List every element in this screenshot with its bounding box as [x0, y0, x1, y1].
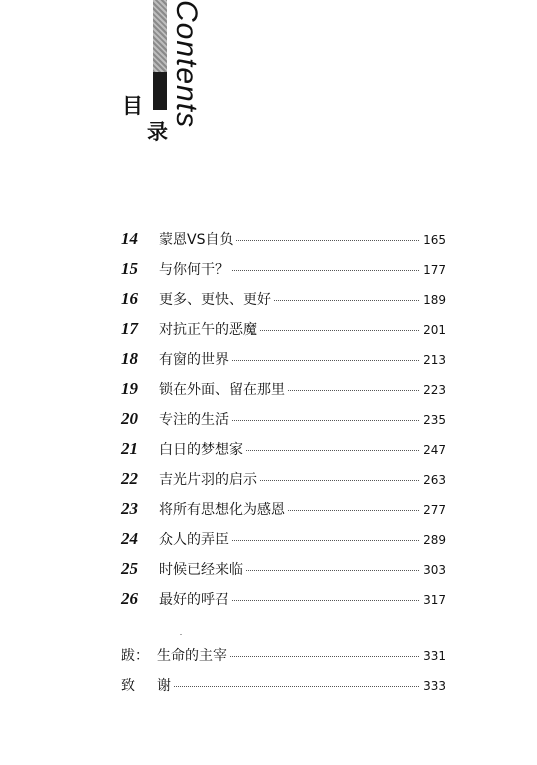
print-speck [180, 634, 182, 635]
contents-chinese-title-char2: 录 [147, 120, 168, 144]
page-number: 333 [423, 679, 446, 693]
chapter-title: 有窗的世界 [159, 352, 229, 368]
page-number: 213 [423, 353, 446, 367]
toc-entry[interactable] [121, 289, 446, 319]
toc-entry[interactable] [121, 439, 446, 469]
chapter-title: 白日的梦想家 [159, 442, 243, 458]
chapter-title: 锁在外面、留在那里 [159, 382, 285, 398]
toc-entry[interactable] [121, 559, 446, 589]
chapter-number: 22 [121, 469, 138, 488]
back-matter-label: 致 [121, 678, 135, 694]
chapter-number: 16 [121, 289, 138, 308]
dot-leader [232, 600, 419, 601]
back-matter-list [121, 645, 446, 705]
contents-chinese-title-char1: 目 [122, 94, 143, 118]
dot-leader [174, 686, 419, 687]
toc-entry[interactable] [121, 229, 446, 259]
page-number: 177 [423, 263, 446, 277]
chapter-number: 19 [121, 379, 138, 398]
page-number: 263 [423, 473, 446, 487]
page-number: 303 [423, 563, 446, 577]
chapter-number: 17 [121, 319, 138, 338]
decorative-black-bar [153, 72, 167, 110]
dot-leader [246, 570, 419, 571]
chapter-title: 对抗正午的恶魔 [159, 322, 257, 338]
page-number: 317 [423, 593, 446, 607]
toc-list [121, 229, 446, 619]
dot-leader [246, 450, 419, 451]
toc-entry[interactable] [121, 409, 446, 439]
toc-entry[interactable] [121, 469, 446, 499]
chapter-number: 14 [121, 229, 138, 248]
chapter-title: 蒙恩VS自负 [159, 232, 234, 248]
chapter-title: 众人的弄臣 [159, 532, 229, 548]
toc-entry[interactable] [121, 379, 446, 409]
page-number: 247 [423, 443, 446, 457]
toc-entry[interactable] [121, 349, 446, 379]
chapter-number: 23 [121, 499, 138, 518]
page-number: 331 [423, 649, 446, 663]
chapter-title: 与你何干？ [159, 262, 229, 278]
dot-leader [274, 300, 419, 301]
page-number: 165 [423, 233, 446, 247]
page-number: 223 [423, 383, 446, 397]
chapter-number: 25 [121, 559, 138, 578]
dot-leader [288, 510, 419, 511]
dot-leader [232, 420, 419, 421]
page-number: 189 [423, 293, 446, 307]
contents-english-title: Contents [170, 0, 203, 129]
dot-leader [288, 390, 419, 391]
chapter-title: 吉光片羽的启示 [159, 472, 257, 488]
dot-leader [260, 330, 419, 331]
chapter-title: 最好的呼召 [159, 592, 229, 608]
page-number: 235 [423, 413, 446, 427]
dot-leader [236, 240, 419, 241]
back-matter-entry[interactable] [121, 675, 446, 705]
chapter-number: 15 [121, 259, 138, 278]
dot-leader [232, 270, 419, 271]
toc-entry[interactable] [121, 589, 446, 619]
dot-leader [232, 360, 419, 361]
chapter-number: 21 [121, 439, 138, 458]
back-matter-entry[interactable] [121, 645, 446, 675]
back-matter-label: 跋： [121, 648, 149, 664]
back-matter-title: 谢 [157, 678, 171, 694]
chapter-title: 时候已经来临 [159, 562, 243, 578]
toc-entry[interactable] [121, 259, 446, 289]
chapter-title: 专注的生活 [159, 412, 229, 428]
chapter-title: 更多、更快、更好 [159, 292, 271, 308]
chapter-number: 18 [121, 349, 138, 368]
dot-leader [232, 540, 419, 541]
page-number: 289 [423, 533, 446, 547]
chapter-title: 将所有思想化为感恩 [159, 502, 285, 518]
chapter-number: 24 [121, 529, 138, 548]
toc-entry[interactable] [121, 319, 446, 349]
decorative-gray-bar [153, 0, 167, 72]
chapter-number: 26 [121, 589, 138, 608]
toc-entry[interactable] [121, 499, 446, 529]
dot-leader [230, 656, 419, 657]
dot-leader [260, 480, 419, 481]
back-matter-title: 生命的主宰 [157, 648, 227, 664]
page-number: 201 [423, 323, 446, 337]
page-number: 277 [423, 503, 446, 517]
chapter-number: 20 [121, 409, 138, 428]
toc-entry[interactable] [121, 529, 446, 559]
